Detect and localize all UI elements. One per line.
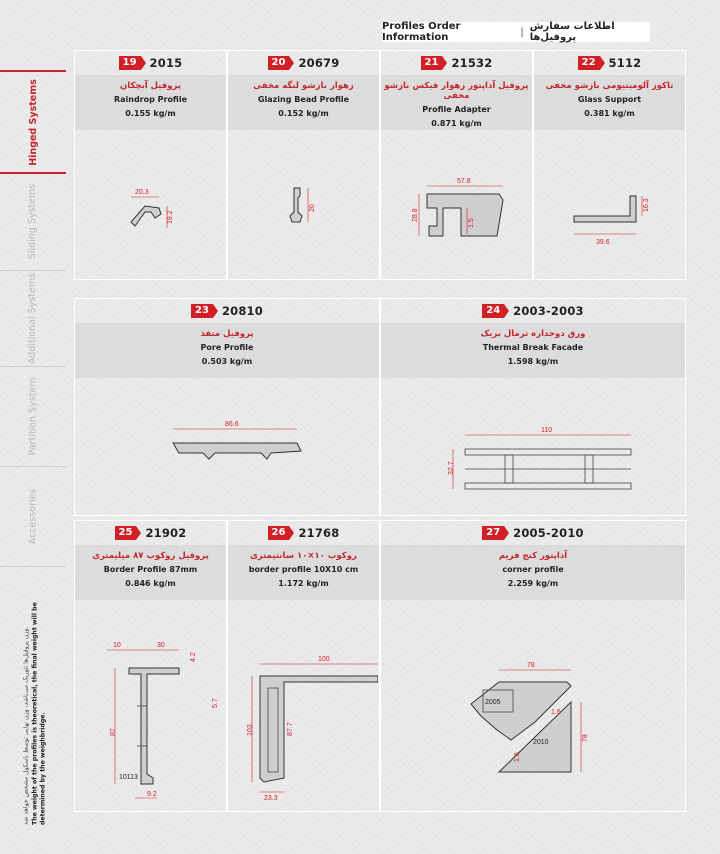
sidebar-item-additional-systems[interactable] <box>0 270 66 367</box>
profile-number-badge: 23 <box>191 304 213 318</box>
profile-name-en: Border Profile 87mm <box>103 565 198 574</box>
profile-card-23 <box>74 298 380 516</box>
profile-name-fa: پروفیل منفذ <box>200 329 254 339</box>
dim-label: 23.3 <box>264 795 278 802</box>
profile-weight: 2.259 kg/m <box>507 579 559 588</box>
dim-label: 5.7 <box>212 698 219 708</box>
profile-code: 21768 <box>298 526 340 540</box>
profile-card-25 <box>74 520 227 812</box>
profile-drawing <box>75 383 375 513</box>
dim-label: 78 <box>527 662 535 669</box>
dim-label: 32.7 <box>448 461 455 475</box>
profile-code: 5112 <box>608 56 642 70</box>
dim-label: 1.5 <box>468 218 475 228</box>
dim-label: 1.6 <box>514 752 521 762</box>
profile-drawing <box>75 136 225 276</box>
profile-drawing <box>381 136 531 276</box>
profile-card-27 <box>380 520 686 812</box>
dim-label: 110 <box>541 427 553 434</box>
profile-card-24 <box>380 298 686 516</box>
profile-name-en: Pore Profile <box>200 343 254 352</box>
profile-name-fa: پروفیل آداپتور زهوار فیکس بازشو مخفی <box>384 81 529 101</box>
profile-info <box>381 545 685 600</box>
dim-label: 20 <box>309 204 316 212</box>
page-header <box>382 22 650 42</box>
dim-label: 28.8 <box>412 208 419 222</box>
dim-label: 86.6 <box>225 421 239 428</box>
profile-info <box>228 75 379 130</box>
profile-card-26 <box>227 520 380 812</box>
profile-card-19 <box>74 50 227 280</box>
profile-weight: 1.172 kg/m <box>278 579 329 588</box>
profile-info <box>381 75 532 130</box>
profile-weight: 1.598 kg/m <box>507 357 559 366</box>
profile-card-21 <box>380 50 533 280</box>
profile-number-badge: 19 <box>119 56 141 70</box>
profile-weight: 0.503 kg/m <box>201 357 253 366</box>
profile-weight: 0.155 kg/m <box>125 109 176 118</box>
profile-number-badge: 25 <box>115 526 137 540</box>
profile-name-fa: ورق دوجداره ترمال بریک <box>480 329 586 339</box>
profile-name-en: corner profile <box>502 565 564 574</box>
profile-code: 2015 <box>149 56 183 70</box>
profile-code: 20679 <box>298 56 340 70</box>
sidebar-item-sliding-systems[interactable] <box>0 172 66 271</box>
profile-name-en: Raindrop Profile <box>113 95 188 104</box>
header-title-en: Profiles Order Information <box>382 21 461 43</box>
sidebar-item-label: Partition System <box>27 376 39 456</box>
dim-label: 10 <box>113 642 121 649</box>
weight-note-fa: وزن پروفیل‌ها تئوریک می‌باشد، وزن نهایی توسط باسکول مشخص خواهد شد. <box>22 626 30 825</box>
dim-label: 87.7 <box>287 722 294 736</box>
dim-label: 19.2 <box>167 210 174 224</box>
profile-name-en: border profile 10X10 cm <box>248 565 359 574</box>
profile-weight: 0.871 kg/m <box>431 119 482 128</box>
profile-number-badge: 26 <box>268 526 290 540</box>
profile-name-fa: تاکوز آلومینیومی بازشو مخفی <box>545 81 674 91</box>
weight-note <box>6 580 64 830</box>
profile-info <box>534 75 685 130</box>
sidebar-item-label: Accessories <box>27 488 39 544</box>
dim-label: 100 <box>318 656 330 663</box>
profile-name-en: Glazing Bead Profile <box>257 95 350 104</box>
dim-label: 10113 <box>119 774 138 781</box>
profile-card-22 <box>533 50 686 280</box>
profile-code: 21532 <box>451 56 493 70</box>
dim-label: 57.8 <box>457 178 471 185</box>
profile-name-fa: زهوار بازشو لنگه مخفی <box>253 81 354 91</box>
profile-drawing <box>381 383 681 513</box>
dim-label: 39.6 <box>596 239 610 246</box>
profile-number-badge: 21 <box>421 56 443 70</box>
profile-weight: 0.152 kg/m <box>278 109 329 118</box>
profile-info <box>75 75 226 130</box>
dim-label: 4.2 <box>190 652 197 662</box>
sidebar-item-hinged-systems[interactable] <box>0 70 66 174</box>
sidebar-item-label: Hinged Systems <box>27 78 39 166</box>
profile-number-badge: 20 <box>268 56 290 70</box>
profile-drawing <box>534 136 684 276</box>
profile-name-en: Glass Support <box>577 95 642 104</box>
sidebar-item-partition-system[interactable] <box>0 366 66 467</box>
profile-info <box>228 545 379 600</box>
profile-code: 2005-2010 <box>513 526 584 540</box>
header-separator: | <box>520 26 524 38</box>
profile-info <box>75 323 379 378</box>
profile-card-20 <box>227 50 380 280</box>
profile-name-fa: پروفیل روکوب ۸۷ میلیمتری <box>92 551 209 561</box>
header-title-fa: اطلاعات سفارش پروفیل‌ها <box>529 21 615 43</box>
sidebar-item-accessories[interactable] <box>0 466 66 567</box>
profile-name-fa: پروفیل آبچکان <box>120 81 181 91</box>
weight-note-en: The weight of the profiles is theoretical, the final weight will be determined by the weighbridge. <box>30 602 47 825</box>
dim-label: 9.2 <box>147 791 157 798</box>
dim-label: 2010 <box>533 739 549 746</box>
dim-label: 20.3 <box>135 189 149 196</box>
profile-name-en: Profile Adapter <box>422 105 491 114</box>
dim-label: 103 <box>247 724 254 736</box>
dim-label: 30 <box>157 642 165 649</box>
profile-number-badge: 22 <box>578 56 600 70</box>
dim-label: 16.3 <box>643 198 650 212</box>
profile-name-fa: آداپتور کنج فریم <box>498 551 568 561</box>
profile-weight: 0.846 kg/m <box>125 579 176 588</box>
dim-label: 1.6 <box>551 709 561 716</box>
profile-drawing <box>228 606 378 811</box>
profile-drawing <box>228 136 378 276</box>
profile-code: 2003-2003 <box>513 304 584 318</box>
profile-name-fa: روکوب ۱۰×۱۰ سانتیمتری <box>250 551 357 561</box>
profile-drawing <box>381 606 681 811</box>
sidebar-item-label: Sliding Systems <box>27 183 39 259</box>
profile-code: 21902 <box>145 526 187 540</box>
profile-info <box>381 323 685 378</box>
profile-weight: 0.381 kg/m <box>584 109 635 118</box>
dim-label: 87 <box>110 728 117 736</box>
profile-number-badge: 27 <box>482 526 504 540</box>
dim-label: 78 <box>582 734 589 742</box>
profiles-grid <box>74 50 686 812</box>
profile-name-en: Thermal Break Facade <box>482 343 584 352</box>
dim-label: 2005 <box>485 699 501 706</box>
profile-info <box>75 545 226 600</box>
sidebar-item-label: Additional Systems <box>27 272 39 364</box>
profile-number-badge: 24 <box>482 304 504 318</box>
profile-drawing <box>75 606 225 811</box>
profile-code: 20810 <box>221 304 263 318</box>
